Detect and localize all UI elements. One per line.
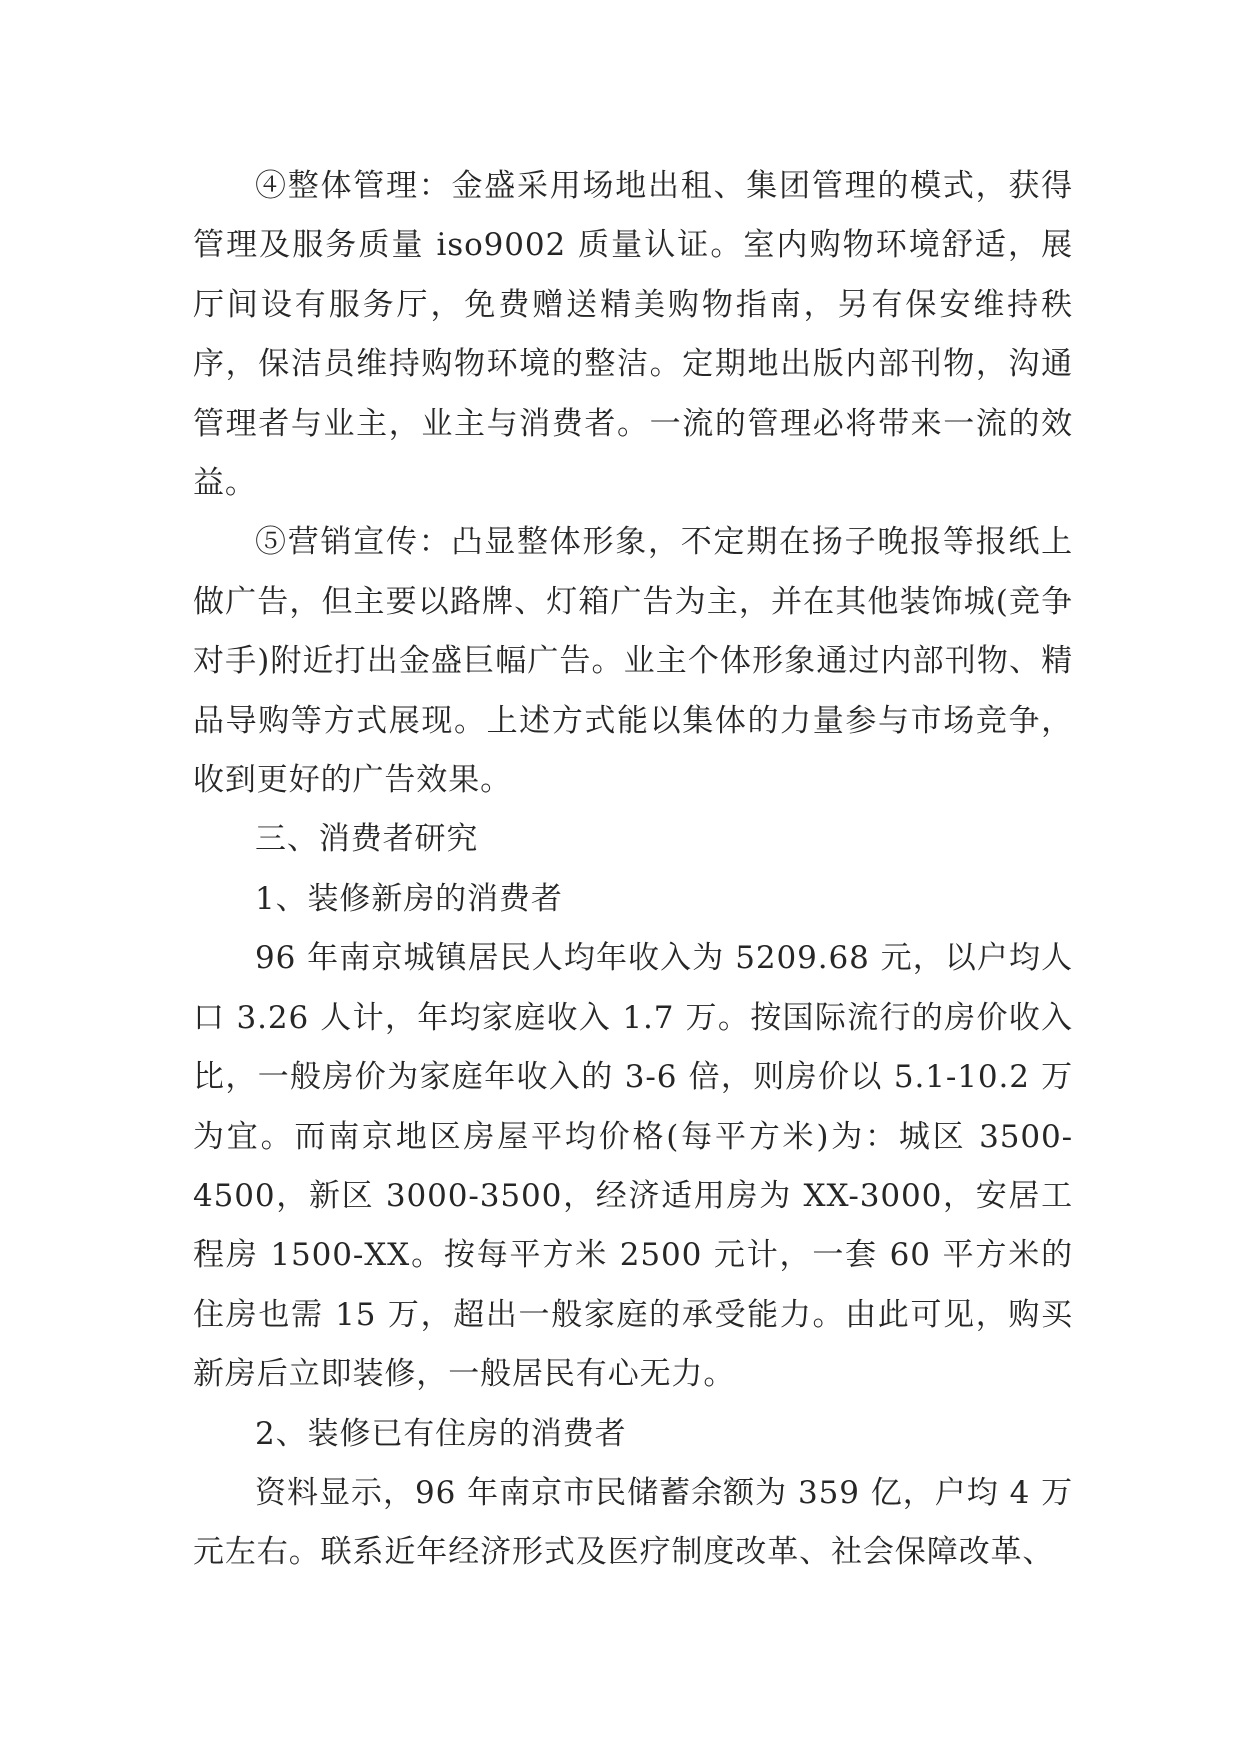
paragraph-marketing-promotion: ⑤营销宣传：凸显整体形象，不定期在扬子晚报等报纸上做广告，但主要以路牌、灯箱广告为主，并在其他装饰城(竞争对手)附近打出金盛巨幅广告。业主个体形象通过内部刊物、精品导购等方式展现。上述方式能以集体的力量参与市场竞争，收到更好的广告效果。 bbox=[193, 524, 1073, 799]
document-body bbox=[193, 157, 1073, 1583]
paragraph-new-house-analysis: 96 年南京城镇居民人均年收入为 5209.68 元，以户均人口 3.26 人计，年均家庭收入 1.7 万。按国际流行的房价收入比，一般房价为家庭年收入的 3-6 倍，则房价以 5.1-10.2 万为宜。而南京地区房屋平均价格(每平方米)为：城区 3500-4500，新区 3000-3500，经济适用房为 XX-3000，安居工程房 1500-XX。按每平方米 2500 元计，一套 60 平方米的住房也需 15 万，超出一般家庭的承受能力。由此可见，购买新房后立即装修，一般居民有心无力。 bbox=[193, 940, 1073, 1393]
paragraph-savings-data: 资料显示，96 年南京市民储蓄余额为 359 亿，户均 4 万元左右。联系近年经济形式及医疗制度改革、社会保障改革、 bbox=[193, 1474, 1073, 1571]
section-heading-consumer-research: 三、消费者研究 bbox=[255, 821, 479, 858]
subheading-existing-house-consumers: 2、装修已有住房的消费者 bbox=[255, 1415, 627, 1452]
paragraph-overall-management: ④整体管理：金盛采用场地出租、集团管理的模式，获得管理及服务质量 iso9002 质量认证。室内购物环境舒适，展厅间设有服务厅，免费赠送精美购物指南，另有保安维持秩序，保洁员维持购物环境的整洁。定期地出版内部刊物，沟通管理者与业主，业主与消费者。一流的管理必将带来一流的效益。 bbox=[193, 168, 1073, 502]
subheading-new-house-consumers: 1、装修新房的消费者 bbox=[255, 880, 563, 917]
